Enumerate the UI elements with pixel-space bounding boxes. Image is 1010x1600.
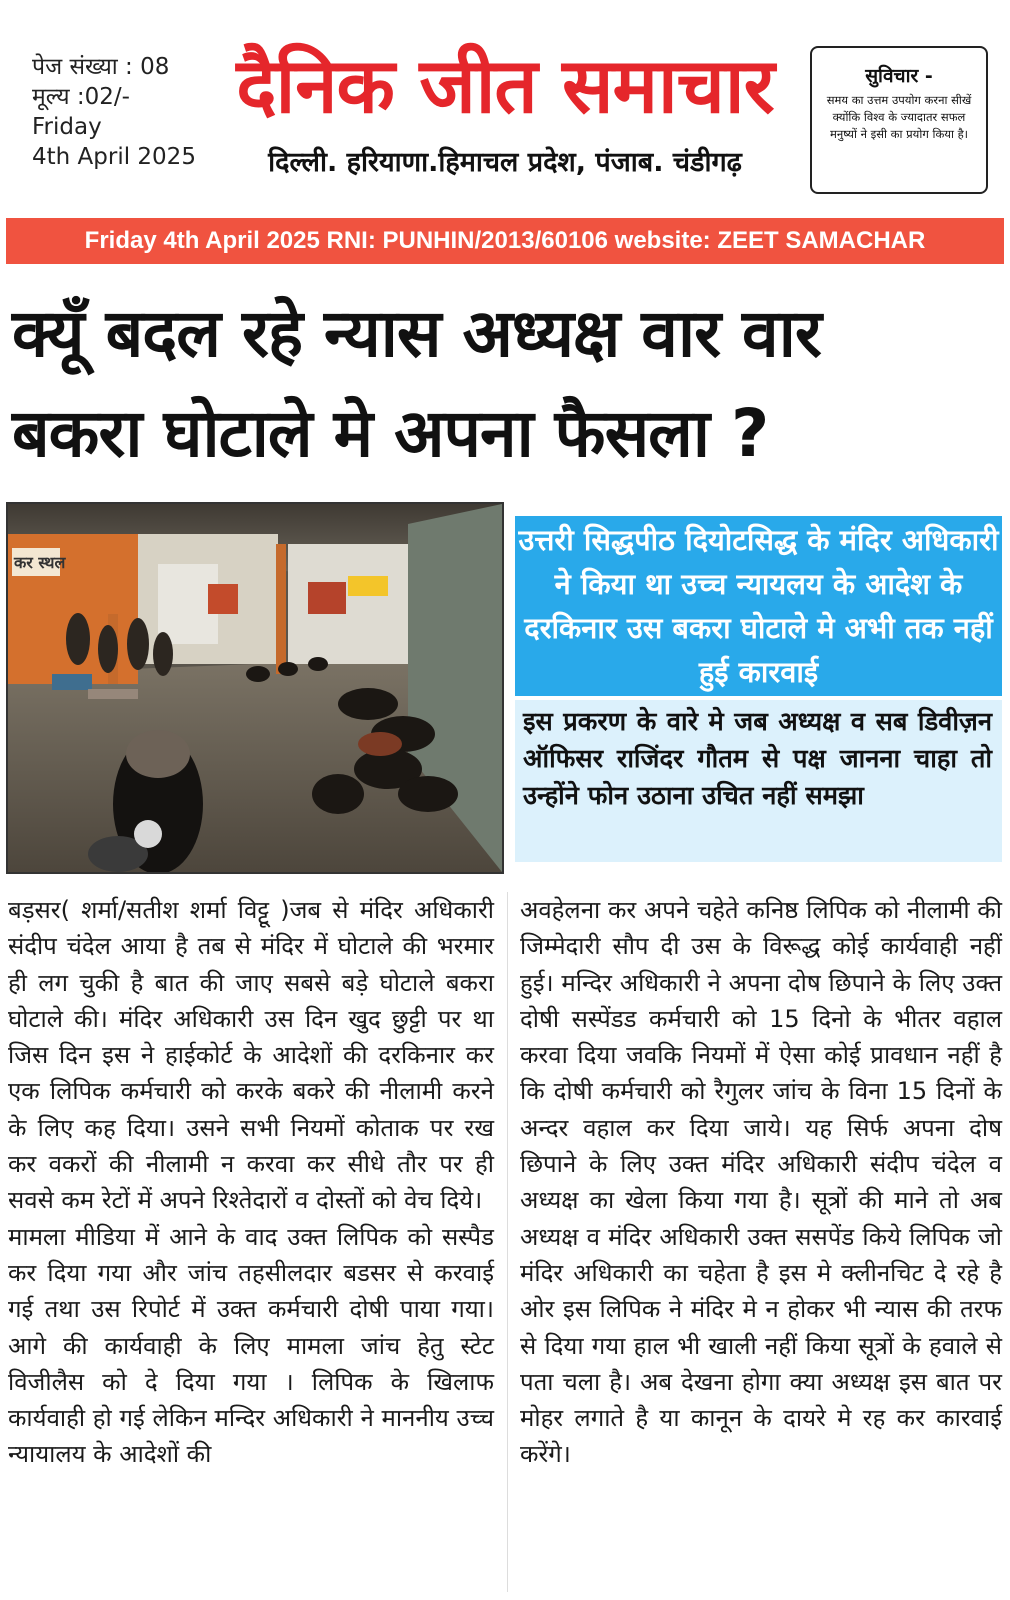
price: मूल्य :02/- (32, 84, 130, 110)
main-headline (12, 284, 1002, 484)
article-column-left (8, 892, 494, 1473)
news-photo (6, 502, 504, 874)
article-paragraph: बड़सर( शर्मा/सतीश शर्मा विट्टू )जब से मंदिर अधिकारी संदीप चंदेल आया है तब से मंदिर में घोटाले की भरमार ही लग चुकी है बात की जाए सबसे बड़े घोटाले बकरा घोटाले की। मंदिर अधिकारी उस दिन खुद छुट्टी पर था जिस दिन इस ने हाईकोर्ट के आदेशों की दरकिनार कर एक लिपिक कर्मचारी को करके बकरे की नीलामी करने के लिए कह दिया। उसने सभी नियमों कोताक पर रख कर वकरों की नीलामी न करवा कर सीधे तौर पर ही सवसे कम रेटों में अपने रिश्तेदारों व दोस्तों को वेच दिये। (8, 896, 494, 1215)
page-count: पेज संख्या : 08 (32, 54, 170, 80)
article-column-right (520, 892, 1002, 1473)
thought-text: समय का उत्तम उपयोग करना सीखें क्योंकि विश्व के ज्यादातर सफल मनुष्यों ने इसी का प्रयोग किया है। (826, 93, 972, 141)
temple-goats-photo (8, 504, 502, 872)
issue-day: Friday (32, 114, 102, 140)
masthead (0, 0, 1010, 212)
subheadline-box (515, 516, 1002, 696)
thought-box (810, 46, 988, 194)
headline-line-1: क्यूँ बदल रहे न्यास अध्यक्ष वार वार (12, 295, 821, 372)
date-ribbon: Friday 4th April 2025 RNI: PUNHIN/2013/60106 website: ZEET SAMACHAR (6, 218, 1004, 264)
headline-line-2: बकरा घोटाले मे अपना फैसला ? (12, 395, 769, 472)
thought-heading: सुविचार - (865, 65, 933, 87)
standfirst-box (515, 700, 1002, 862)
standfirst: इस प्रकरण के वारे मे जब अध्यक्ष व सब डिवीज़न ऑफिसर राजिंदर गौतम से पक्ष जानना चाहा तो उन्होंने फोन उठाना उचित नहीं समझा (523, 707, 992, 811)
column-divider (507, 892, 508, 1592)
photo-sign-text: कर स्थल (14, 553, 66, 572)
subheadline: उत्तरी सिद्धपीठ दियोटसिद्ध के मंदिर अधिकारी ने किया था उच्च न्यायलय के आदेश के दरकिनार उस बकरा घोटाले मे अभी तक नहीं हुई कारवाई (518, 523, 999, 689)
issue-date: 4th April 2025 (32, 144, 196, 170)
newspaper-title: दैनिक जीत समाचार (236, 41, 774, 130)
article-paragraph: मामला मीडिया में आने के वाद उक्त लिपिक को सस्पैड कर दिया गया और जांच तहसीलदार बडसर से करवाई गई तथा उस रिपोर्ट में उक्त कर्मचारी दोषी पाया गया। आगे की कार्यवाही के लिए मामला जांच हेतु स्टेट विजीलैस को दे दिया गया । लिपिक के खिलाफ कार्यवाही हो गई लेकिन मन्दिर अधिकारी ने माननीय उच्च न्यायालय के आदेशों की (8, 1222, 494, 1469)
issue-meta (32, 52, 196, 172)
article-paragraph: अवहेलना कर अपने चहेते कनिष्ठ लिपिक को नीलामी की जिम्मेदारी सौप दी उस के विरूद्ध कोई कार्यवाही नहीं हुई। मन्दिर अधिकारी ने अपना दोष छिपाने के लिए उक्त दोषी सस्पेंडड कर्मचारी को 15 दिनो के भीतर वहाल करवा दिया जवकि नियमों में ऐसा कोई प्रावधान नहीं है कि दोषी कर्मचारी को रैगुलर जांच के विना 15 दिनों के अन्दर वहाल कर दिया जाये। यह सिर्फ अपना दोष छिपाने के लिए उक्त मंदिर अधिकारी संदीप चंदेल व अध्यक्ष का खेला किया गया है। सूत्रों की माने तो अब अध्यक्ष व मंदिर अधिकारी उक्त ससपेंड किये लिपिक जो मंदिर अधिकारी का चहेता है इस मे क्लीनचिट दे रहे है ओर इस लिपिक ने मंदिर मे न होकर भी न्यास की तरफ से दिया गया हाल भी खाली नहीं किया सूत्रों के हवाले से पता चला है। अब देखना होगा क्या अध्यक्ष इस बात पर मोहर लगाते है या कानून के दायरे मे रह कर कारवाई करेंगे। (520, 896, 1002, 1469)
newspaper-region: दिल्ली. हरियाणा.हिमाचल प्रदेश, पंजाब. चंडीगढ़ (268, 147, 742, 178)
